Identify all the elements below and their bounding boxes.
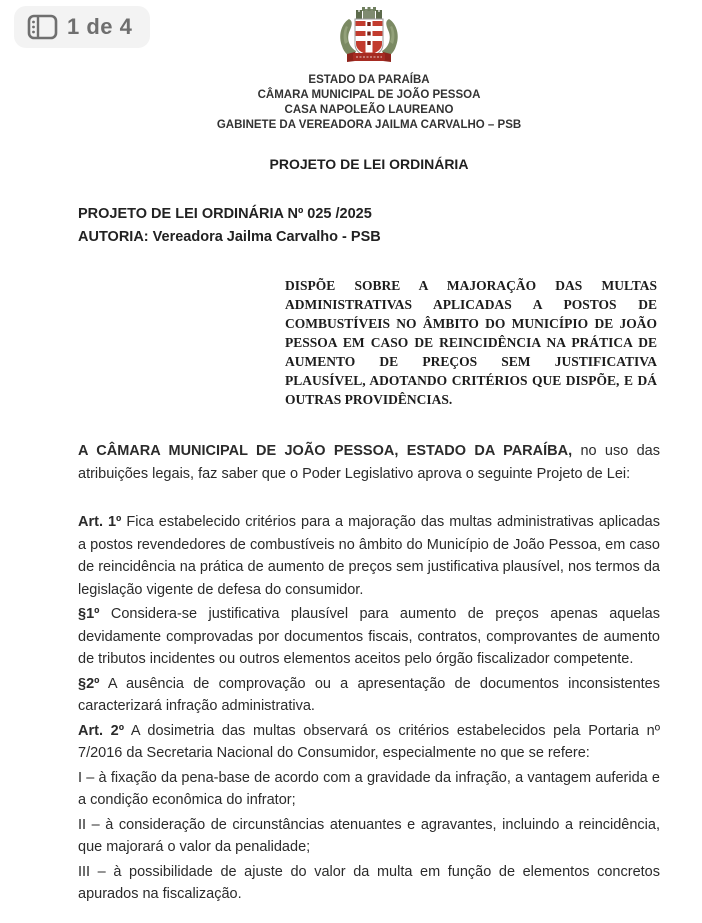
clause-art-2 bbox=[78, 720, 660, 765]
institution-header bbox=[78, 73, 660, 133]
bill-identification bbox=[78, 203, 660, 249]
clause-label: II – bbox=[78, 816, 100, 833]
bill-ementa: DISPÕE SOBRE A MAJORAÇÃO DAS MULTAS ADMINISTRATIVAS APLICADAS A POSTOS DE COMBUSTÍVEIS NO ÂMBITO DO MUNICÍPIO DE JOÃO PESSOA EM CASO DE REINCIDÊNCIA NA PRÁTICA DE AUMENTO DE PREÇOS SEM JUSTIFICATIVA PLAUSÍVEL, ADOTANDO CRITÉRIOS QUE DISPÕE, E DÁ OUTRAS PROVIDÊNCIAS. bbox=[285, 278, 657, 407]
bill-preamble bbox=[78, 440, 660, 486]
page-indicator-badge bbox=[14, 6, 150, 48]
clause-item-ii bbox=[78, 814, 660, 859]
clause-text: Considera-se justificativa plausível para aumento de preços apenas aquelas devidamente comprovadas por documentos fiscais, contratos, comprovantes de aumento de tributos incidentes ou outros elementos aceitos pelo órgão fiscalizador competente. bbox=[78, 606, 660, 667]
header-line-camara: CÂMARA MUNICIPAL DE JOÃO PESSOA bbox=[257, 89, 481, 101]
document-title: PROJETO DE LEI ORDINÁRIA bbox=[269, 156, 469, 172]
clause-label: §2º bbox=[78, 675, 100, 692]
pages-icon bbox=[27, 14, 58, 40]
preamble-rest-part: no uso das atribuições legais, faz saber que o Poder Legislativo aprova o seguinte Projeto de Lei: bbox=[78, 443, 660, 482]
clause-text: à fixação da pena-base de acordo com a gravidade da infração, a vantagem auferida e a condição econômica do infrator; bbox=[78, 769, 660, 808]
clause-label: I – bbox=[78, 769, 95, 786]
clause-text: à possibilidade de ajuste do valor da multa em função de elementos concretos apurados na fiscalização. bbox=[78, 863, 660, 902]
clause-par-2 bbox=[78, 673, 660, 718]
clause-text: Fica estabelecido critérios para a majoração das multas administrativas aplicadas a postos revendedores de combustíveis no âmbito do Município de João Pessoa, em caso de reincidência na prática de aumento de preços sem justificativa plausível, nos termos da legislação vigente de defesa do consumidor. bbox=[78, 514, 660, 598]
coat-of-arms-joao-pessoa-icon bbox=[333, 6, 405, 66]
header-line-gabinete: GABINETE DA VEREADORA JAILMA CARVALHO – PSB bbox=[216, 119, 522, 131]
bill-number-line: PROJETO DE LEI ORDINÁRIA Nº 025 /2025 bbox=[78, 206, 372, 222]
header-line-estado: ESTADO DA PARAÍBA bbox=[308, 74, 430, 86]
clause-text: à consideração de circunstâncias atenuantes e agravantes, incluindo a reincidência, que majorará o valor da penalidade; bbox=[78, 816, 660, 855]
clause-art-1 bbox=[78, 511, 660, 601]
clause-label: Art. 2º bbox=[78, 722, 124, 739]
header-line-casa: CASA NAPOLEÃO LAUREANO bbox=[284, 104, 454, 116]
clause-item-iii bbox=[78, 861, 660, 906]
clause-text: A ausência de comprovação ou a apresentação de documentos inconsistentes caracterizará infração administrativa. bbox=[78, 675, 660, 714]
clause-label: §1º bbox=[78, 606, 100, 622]
clause-label: III – bbox=[78, 863, 106, 880]
clause-label: Art. 1º bbox=[78, 514, 122, 530]
clause-par-1 bbox=[78, 603, 660, 671]
page-indicator-label: 1 de 4 bbox=[67, 14, 133, 39]
clause-text: A dosimetria das multas observará os critérios estabelecidos pela Portaria nº 7/2016 da Secretaria Nacional do Consumidor, especialmente no que se refere: bbox=[78, 722, 660, 761]
bill-authorship-line: AUTORIA: Vereadora Jailma Carvalho - PSB bbox=[78, 229, 381, 245]
preamble-bold-part: A CÂMARA MUNICIPAL DE JOÃO PESSOA, ESTADO DA PARAÍBA, bbox=[78, 443, 573, 459]
clause-item-i bbox=[78, 767, 660, 812]
